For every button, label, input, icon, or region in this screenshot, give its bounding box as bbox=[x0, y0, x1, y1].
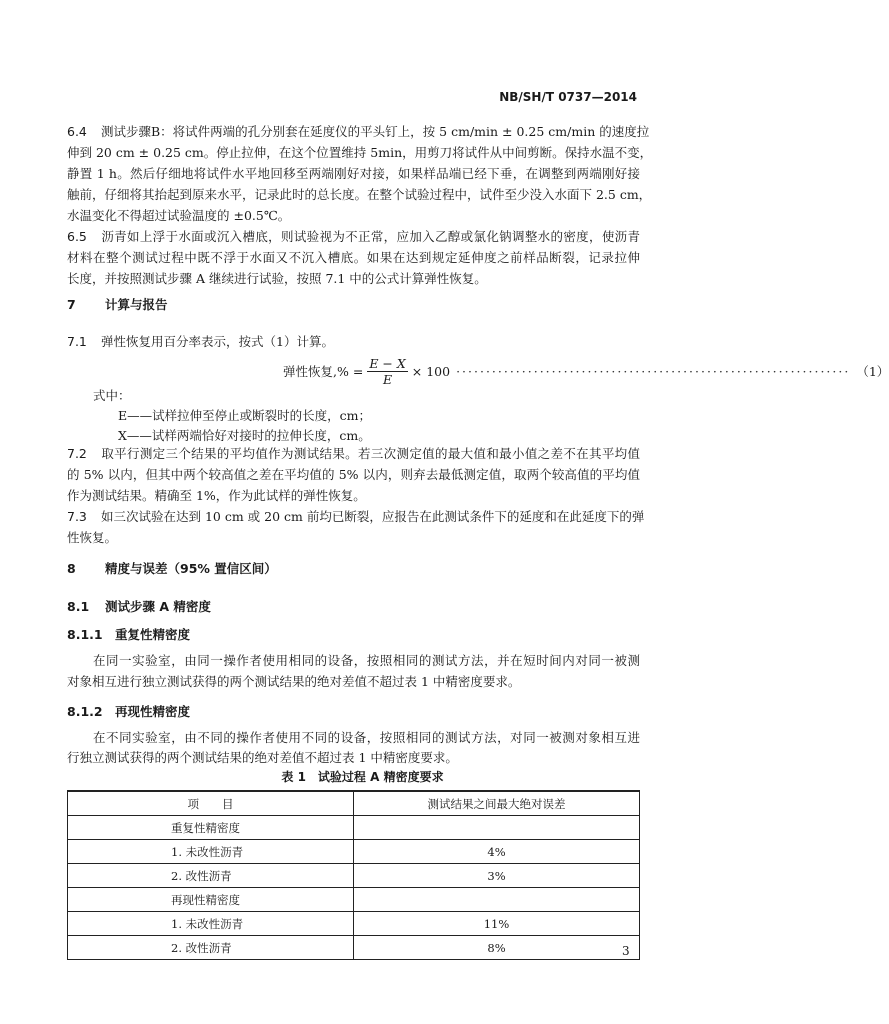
table-row bbox=[68, 816, 640, 840]
s65-line: 长度，并按照测试步骤 A 继续进行试验，按照 7.1 中的公式计算弹性恢复。 bbox=[67, 271, 487, 286]
table-header-row bbox=[68, 791, 640, 816]
table-row bbox=[68, 864, 640, 888]
s71-text: 7.1 弹性恢复用百分率表示，按式（1）计算。 bbox=[67, 334, 334, 349]
table-caption: 表 1 试验过程 A 精密度要求 bbox=[281, 770, 444, 784]
row-value: 3% bbox=[354, 864, 640, 888]
variable-e: E——试样拉伸至停止或断裂时的长度，cm； bbox=[118, 408, 371, 423]
where-label: 式中： bbox=[93, 388, 131, 403]
row-value bbox=[354, 816, 640, 840]
header-item: 项 目 bbox=[68, 791, 354, 816]
standard-number: NB/SH/T 0737—2014 bbox=[499, 90, 637, 104]
s72-line: 的 5% 以内，但其中两个较高值之差在平均值的 5% 以内，则弃去最低测定值，取两个较高值的平均值 bbox=[67, 467, 640, 482]
row-value: 8% bbox=[354, 936, 640, 960]
table-row bbox=[68, 840, 640, 864]
header-max-error: 测试结果之间最大绝对误差 bbox=[354, 791, 640, 816]
s811-line: 对象相互进行独立测试获得的两个测试结果的绝对差值不超过表 1 中精密度要求。 bbox=[67, 674, 521, 689]
s72-line: 作为测试结果。精确至 1%，作为此试样的弹性恢复。 bbox=[67, 488, 366, 503]
formula-1 bbox=[283, 354, 889, 388]
row-value bbox=[354, 888, 640, 912]
s64-line: 6.4 测试步骤B：将试件两端的孔分别套在延度仪的平头钉上，按 5 cm/min ± 0.25 cm/min 的速度拉 bbox=[67, 124, 650, 139]
leader-dots: ·································································· bbox=[456, 363, 851, 379]
row-value: 11% bbox=[354, 912, 640, 936]
row-label: 2. 改性沥青 bbox=[68, 936, 354, 960]
precision-table bbox=[67, 790, 640, 960]
row-value: 4% bbox=[354, 840, 640, 864]
s73-line: 性恢复。 bbox=[67, 530, 118, 545]
section-8-heading: 8 精度与误差（95% 置信区间） bbox=[67, 561, 277, 576]
table-row bbox=[68, 936, 640, 960]
s64-line: 静置 1 h。然后仔细地将试件水平地回移至两端刚好对接，如果样品端已经下垂，在调整到两端刚好接 bbox=[67, 166, 640, 181]
multiplier: × 100 bbox=[411, 363, 451, 379]
table-row bbox=[68, 912, 640, 936]
row-label: 重复性精密度 bbox=[68, 816, 354, 840]
formula-lhs: 弹性恢复,% = bbox=[283, 364, 364, 379]
section-8-1-1-heading: 8.1.1 重复性精密度 bbox=[67, 627, 191, 642]
row-label: 2. 改性沥青 bbox=[68, 864, 354, 888]
s811-line: 在同一实验室，由同一操作者使用相同的设备，按照相同的测试方法，并在短时间内对同一被测 bbox=[93, 653, 640, 668]
section-8-1-heading: 8.1 测试步骤 A 精密度 bbox=[67, 599, 211, 614]
row-label: 1. 未改性沥青 bbox=[68, 912, 354, 936]
numerator: E − X bbox=[369, 355, 406, 371]
s64-line: 伸到 20 cm ± 0.25 cm。停止拉伸，在这个位置维持 5min，用剪刀将试件从中间剪断。保持水温不变， bbox=[67, 145, 653, 160]
s64-line: 水温变化不得超过试验温度的 ±0.5℃。 bbox=[67, 208, 291, 223]
s64-line: 触前，仔细将其抬起到原来水平，记录此时的总长度。在整个试验过程中，试件至少没入水面下 2.5 cm， bbox=[67, 187, 652, 202]
page-number: 3 bbox=[622, 944, 630, 958]
fraction bbox=[367, 356, 407, 387]
s65-line: 材料在整个测试过程中既不浮于水面又不沉入槽底。如果在达到规定延伸度之前样品断裂，记录拉伸 bbox=[67, 250, 640, 265]
table-row bbox=[68, 888, 640, 912]
section-7-heading: 7 计算与报告 bbox=[67, 297, 168, 312]
row-label: 1. 未改性沥青 bbox=[68, 840, 354, 864]
s72-line: 7.2 取平行测定三个结果的平均值作为测试结果。若三次测定值的最大值和最小值之差不在其平均值 bbox=[67, 446, 640, 461]
variable-x: X——试样两端恰好对接时的拉伸长度，cm。 bbox=[118, 428, 371, 443]
denominator: E bbox=[382, 371, 393, 387]
s73-line: 7.3 如三次试验在达到 10 cm 或 20 cm 前均已断裂，应报告在此测试条件下的延度和在此延度下的弹 bbox=[67, 509, 645, 524]
s812-line: 在不同实验室，由不同的操作者使用不同的设备，按照相同的测试方法，对同一被测对象相互进 bbox=[93, 730, 640, 745]
row-label: 再现性精密度 bbox=[68, 888, 354, 912]
equation-number: （1） bbox=[856, 364, 889, 379]
s65-line: 6.5 沥青如上浮于水面或沉入槽底，则试验视为不正常，应加入乙醇或氯化钠调整水的密度，使沥青 bbox=[67, 229, 640, 244]
section-8-1-2-heading: 8.1.2 再现性精密度 bbox=[67, 704, 191, 719]
s812-line: 行独立测试获得的两个测试结果的绝对差值不超过表 1 中精密度要求。 bbox=[67, 750, 458, 765]
